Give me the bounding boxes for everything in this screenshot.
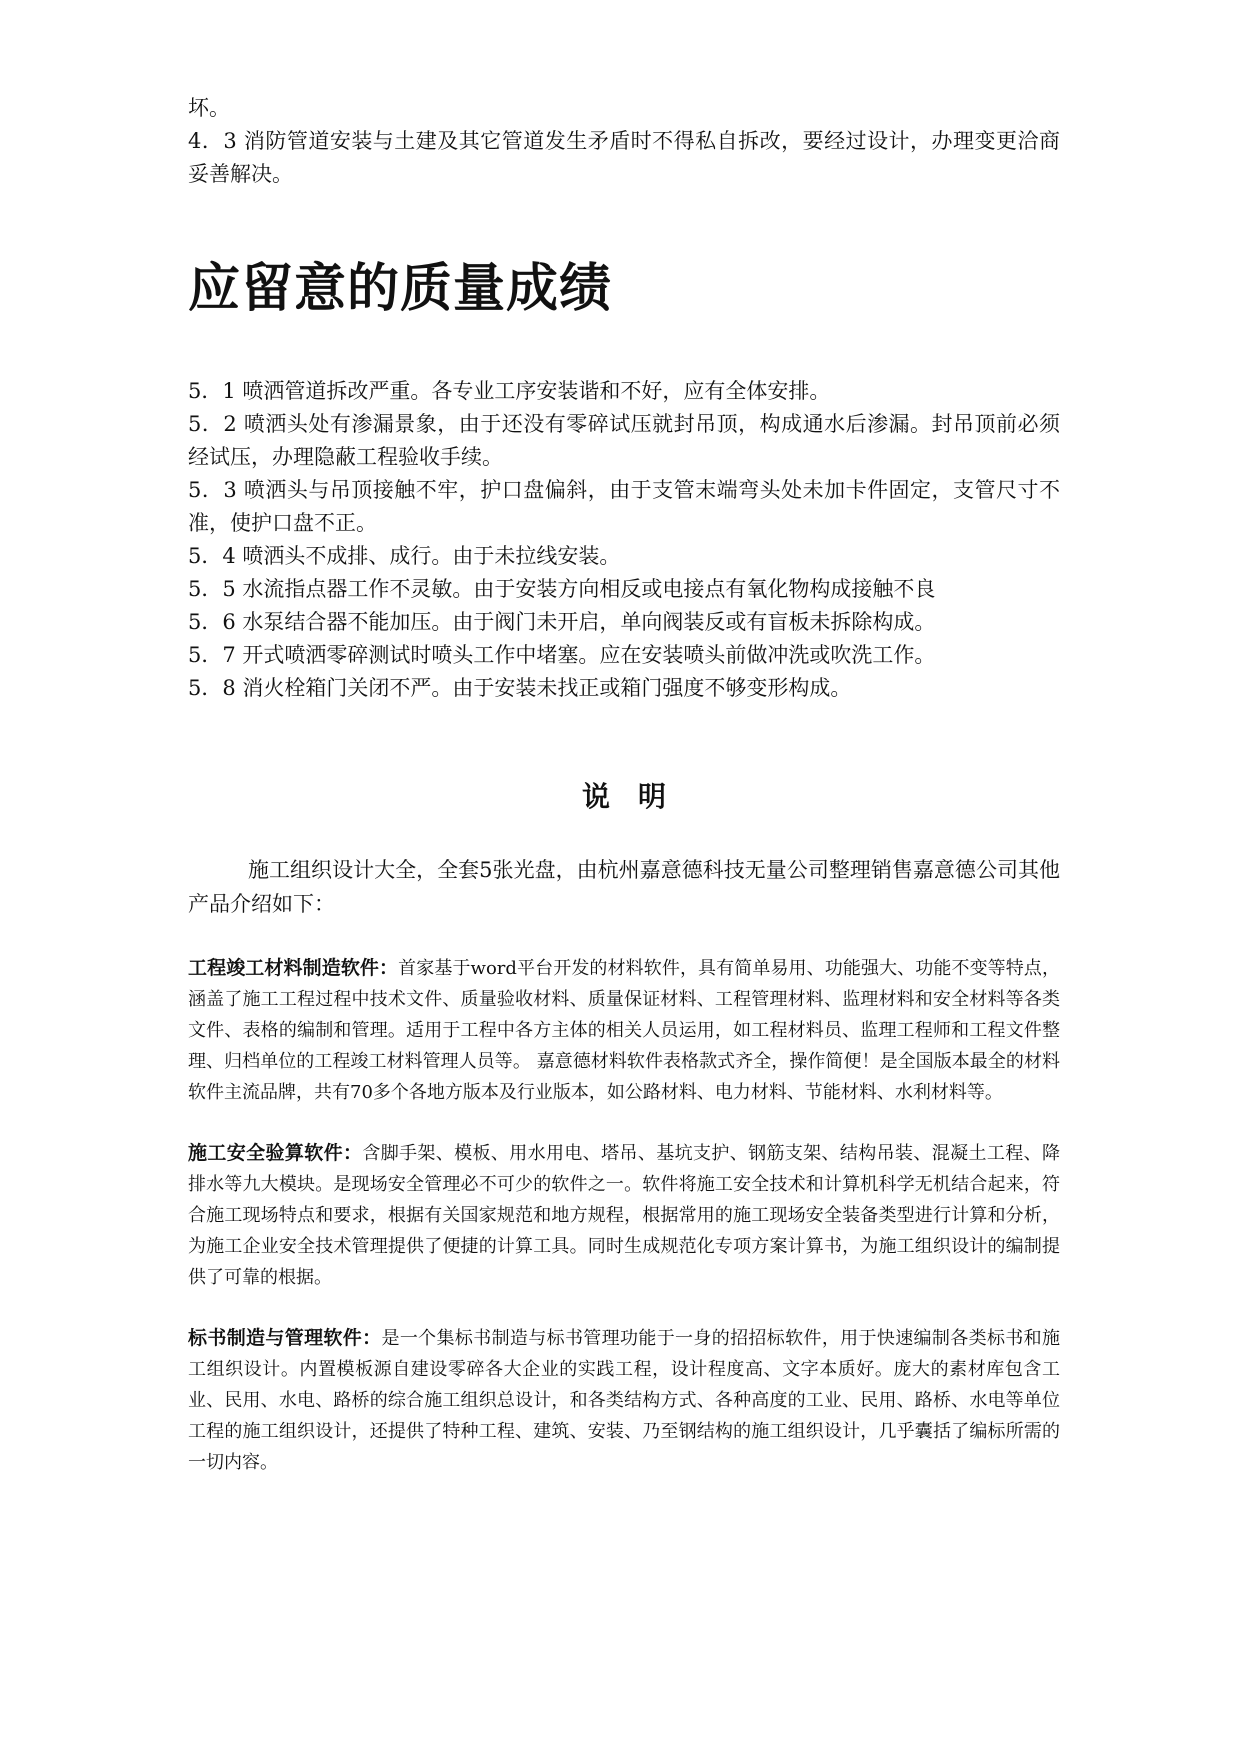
explanation-heading: 说明 — [581, 780, 694, 813]
product-text: 是一个集标书制造与标书管理功能于一身的招招标软件，用于快速编制各类标书和施工组织设计。内置模板源自建设零碎各大企业的实践工程，设计程度高、文字本质好。庞大的素材库包含工业、民用、水电、路桥的综合施工组织总设计，和各类结构方式、各种高度的工业、民用、路桥、水电等单位工程的施工组织设计，还提供了特种工程、建筑、安装、乃至钢结构的施工组织设计，几乎囊括了编标所需的一切内容。 — [188, 1328, 1060, 1473]
section-heading: 应留意的质量成绩 — [188, 259, 613, 319]
list-item: 5．5 水流指点器工作不灵敏。由于安装方向相反或电接点有氧化物构成接触不良 — [188, 577, 936, 601]
intro-block — [188, 92, 1060, 191]
list-item: 5．3 喷洒头与吊顶接触不牢，护口盘偏斜，由于支管末端弯头处未加卡件固定，支管尺寸不准，使护口盘不正。 — [188, 478, 1060, 535]
product-text: 含脚手架、模板、用水用电、塔吊、基坑支护、钢筋支架、结构吊装、混凝土工程、降排水等九大模块。是现场安全管理必不可少的软件之一。软件将施工安全技术和计算机科学无机结合起来，符合施工现场特点和要求，根据有关国家规范和地方规程，根据常用的施工现场安全装备类型进行计算和分析，为施工企业安全技术管理提供了便捷的计算工具。同时生成规范化专项方案计算书，为施工组织设计的编制提供了可靠的根据。 — [188, 1143, 1060, 1288]
product-name: 施工安全验算软件： — [188, 1142, 363, 1164]
product-text: 首家基于word平台开发的材料软件，具有简单易用、功能强大、功能不变等特点，涵盖了施工工程过程中技术文件、质量验收材料、质量保证材料、工程管理材料、监理材料和安全材料等各类文件、表格的编制和管理。适用于工程中各方主体的相关人员运用，如工程材料员、监理工程师和工程文件整理、归档单位的工程竣工材料管理人员等。 嘉意德材料软件表格款式齐全，操作简便！是全国版本最全的材料软件主流品牌，共有70多个各地方版本及行业版本，如公路材料、电力材料、节能材料、水利材料等。 — [188, 958, 1060, 1103]
list-item: 5．7 开式喷洒零碎测试时喷头工作中堵塞。应在安装喷头前做冲洗或吹洗工作。 — [188, 643, 936, 667]
product-description — [188, 1138, 1060, 1293]
product-name: 工程竣工材料制造软件： — [188, 957, 399, 979]
product-name: 标书制造与管理软件： — [188, 1327, 382, 1349]
list-item: 5．4 喷洒头不成排、成行。由于未拉线安装。 — [188, 544, 621, 568]
list-item: 5．1 喷洒管道拆改严重。各专业工序安装谐和不好，应有全体安排。 — [188, 379, 831, 403]
explanation-intro: 施工组织设计大全，全套5张光盘，由杭州嘉意德科技无量公司整理销售嘉意德公司其他产品介绍如下： — [188, 858, 1060, 916]
list-item: 5．6 水泵结合器不能加压。由于阀门未开启，单向阀装反或有盲板未拆除构成。 — [188, 610, 936, 634]
intro-line: 4．3 消防管道安装与土建及其它管道发生矛盾时不得私自拆改，要经过设计，办理变更洽商妥善解决。 — [188, 129, 1060, 186]
intro-line: 坏。 — [188, 96, 230, 120]
document-page — [188, 92, 1060, 1508]
list-item: 5．2 喷洒头处有渗漏景象，由于还没有零碎试压就封吊顶，构成通水后渗漏。封吊顶前必须经试压，办理隐蔽工程验收手续。 — [188, 412, 1060, 469]
product-description — [188, 953, 1060, 1108]
list-item: 5．8 消火栓箱门关闭不严。由于安装未找正或箱门强度不够变形构成。 — [188, 676, 852, 700]
quality-issue-list — [188, 375, 1060, 705]
product-description — [188, 1323, 1060, 1478]
